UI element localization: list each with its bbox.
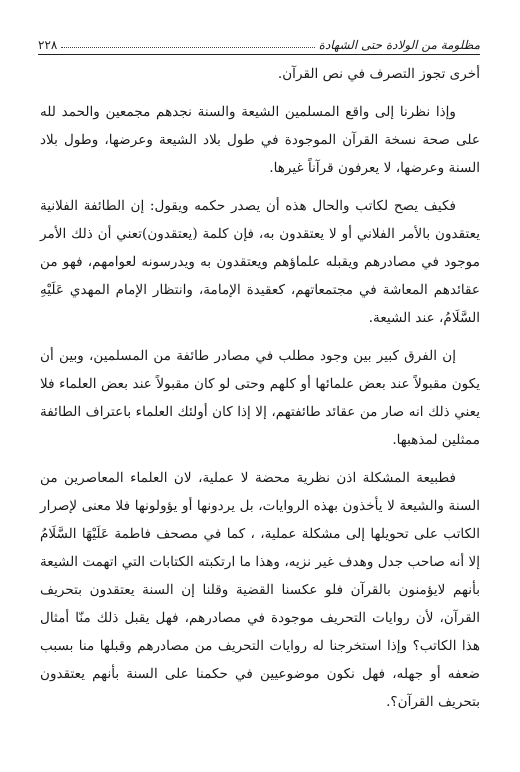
paragraph-3: فكيف يصح لكاتب والحال هذه أن يصدر حكمه ويقول: إن الطائفة الفلانية يعتقدون بالأمر الفلاني أو لا يعتقدون به، فإن كلمة (يعتقدون)تعني أن ذلك الأمر موجود في مصادرهم ويقبله علماؤهم ويعتقدون به ويدرسونه لعوامهم، فهو من عقائدهم المعاشة في مجتمعاتهم، كعقيدة الإمامة، وانتظار الإمام المهدي عَلَيْهِ السَّلَامُ، عند الشيعة. [40,198,480,326]
running-header [38,30,480,52]
paragraph-1: أخرى تجوز التصرف في نص القرآن. [277,66,480,82]
paragraph-4: إن الفرق كبير بين وجود مطلب في مصادر طائفة من المسلمين، وبين أن يكون مقبولاً عند بعض علمائها أو كلهم وحتى لو كان مقبولاً عند بعض العلماء فلا يعني ذلك انه صار من عقائد طائفتهم، إلا إذا كان أولئك العلماء باعتراف الطائفة ممثلين لمذهبها. [40,348,480,448]
paragraph-2: وإذا نظرنا إلى واقع المسلمين الشيعة والسنة نجدهم مجمعين والحمد لله على صحة نسخة القرآن الموجودة في طول بلاد الشيعة وعرضها، وطول بلاد السنة وعرضها، لا يعرفون قرآناً غيرها. [40,104,480,176]
page-body [40,60,480,726]
header-title: مظلومة من الولادة حتى الشهادة [318,38,480,52]
page-number: ٢٢٨ [38,38,58,52]
paragraph-5: فطبيعة المشكلة اذن نظرية محضة لا عملية، لان العلماء المعاصرين من السنة والشيعة لا يأخذون بهذه الروايات، بل يردونها أو يؤولونها فلا معنى لإصرار الكاتب على تحويلها إلى مشكلة عملية، ، كما في مصحف فاطمة عَلَيْهَا السَّلَامُ إلا أنه صاحب جدل وهدف غير نزيه، وهذا ما ارتكبته الكتابات التي اتهمت الشيعة بأنهم لايؤمنون بالقرآن فلو عكسنا القضية وقلنا إن السنة يعتقدون بتحريف القرآن، لأن روايات التحريف موجودة في مصادرهم، فهل يقبل ذلك منّا أمثال هذا الكاتب؟ وإذا استخرجنا له روايات التحريف من مصادرهم وقبلها منا بسبب ضعفه أو جهله، فهل نكون موضوعيين في حكمنا على السنة بأنهم يعتقدون بتحريف القرآن؟. [40,470,480,710]
header-rule [38,54,480,55]
header-leader-dots [61,46,314,48]
